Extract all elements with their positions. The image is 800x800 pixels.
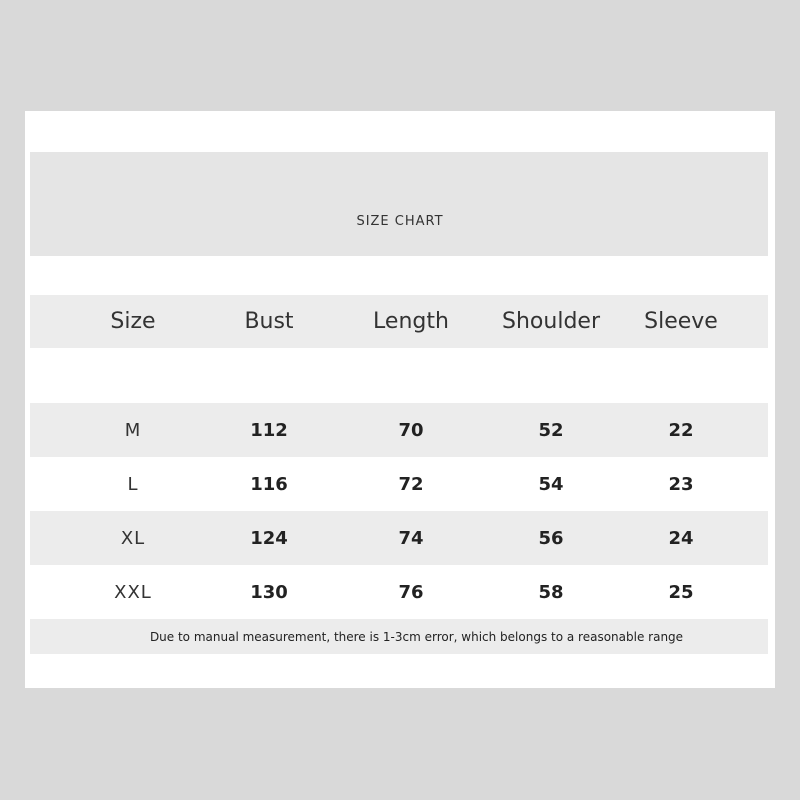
size-chart-card [25,111,775,688]
row-sleeve: 22 [668,419,694,441]
row-bust: 112 [250,419,288,441]
header-bust: Bust [244,309,294,334]
chart-title: SIZE CHART [356,214,444,229]
row-size: XL [120,527,146,549]
row-shoulder: 52 [538,419,564,441]
measurement-note-row [30,619,768,654]
row-size: XXL [114,581,152,603]
row-length: 72 [398,473,424,495]
header-shoulder: Shoulder [502,309,600,334]
row-size: M [124,419,142,441]
row-shoulder: 58 [538,581,564,603]
table-header-row [30,295,768,348]
row-bust: 130 [250,581,288,603]
table-row [30,403,768,457]
title-band [30,152,768,256]
row-bust: 116 [250,473,288,495]
header-length: Length [373,309,449,334]
header-size: Size [110,309,156,334]
row-shoulder: 54 [538,473,564,495]
row-size: L [127,473,139,495]
row-length: 70 [398,419,424,441]
row-bust: 124 [250,527,288,549]
row-sleeve: 25 [668,581,694,603]
row-length: 74 [398,527,424,549]
table-row [30,511,768,565]
row-length: 76 [398,581,424,603]
header-sleeve: Sleeve [644,309,718,334]
row-sleeve: 24 [668,527,694,549]
measurement-note: Due to manual measurement, there is 1-3cm error, which belongs to a reasonable range [149,629,684,644]
table-row [30,457,768,511]
table-row [30,565,768,619]
row-sleeve: 23 [668,473,694,495]
row-shoulder: 56 [538,527,564,549]
